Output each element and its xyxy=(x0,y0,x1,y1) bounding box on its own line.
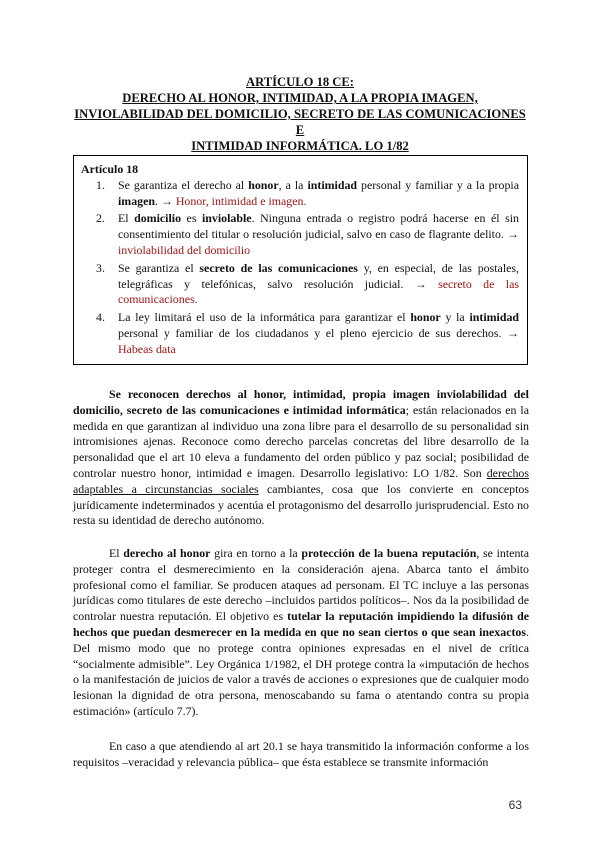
list-item xyxy=(81,178,519,210)
page-number: 63 xyxy=(508,798,522,812)
text: La ley limitará el uso de la informática para garantizar el xyxy=(118,310,411,325)
bold-text: honor xyxy=(410,310,441,325)
text: personal y familiar de los ciudadanos y el pleno ejercicio de sus derechos. → xyxy=(118,325,519,340)
text: ; están relacionados en la medida en que garantizan al individuo una zona libre para el desarrollo de su personalidad sin intromisiones ajenas. Reconoce como derecho parcelas concretas del libre desarrollo de la personalidad que el art 10 eleva a fundamento del orden público y paz social; posibilidad de controlar nuestro honor, intimidad e imagen. Desarrollo legislativo: LO 1/82. Son xyxy=(73,402,529,480)
title-line: INVIOLABILIDAD DEL DOMICILIO, SECRETO DE LAS COMUNICACIONES E xyxy=(74,107,526,137)
bold-text: secreto de las comunicaciones xyxy=(199,260,358,275)
item-number: 4. xyxy=(96,310,105,325)
bold-text: Se reconocen derechos al honor, intimidad, propia imagen inviolabilidad del domicilio, secreto de las comunicaciones e intimidad informática xyxy=(73,387,529,417)
title-line: INTIMIDAD INFORMÁTICA. LO 1/82 xyxy=(191,139,409,153)
list-item xyxy=(81,211,519,258)
bold-text: inviolable xyxy=(202,211,252,226)
item-number: 2. xyxy=(96,211,105,226)
annotation-note: Honor, intimidad e imagen. xyxy=(175,193,307,208)
text: , a la xyxy=(278,177,308,192)
article-box xyxy=(73,155,528,365)
bold-text: intimidad xyxy=(469,310,519,325)
item-number: 1. xyxy=(96,177,105,192)
text: . Ninguna entrada o registro podrá hacerse en él sin consentimiento del titular o resolución judicial, salvo en caso de flagrante delito. → xyxy=(118,211,519,242)
annotation-note: Habeas data xyxy=(118,341,176,356)
text: En caso a que atendiendo al art 20.1 se haya transmitido la información conforme a los requisitos –veracidad y relevancia pública– que ésta establece se transmite información xyxy=(73,739,529,769)
text: y la xyxy=(440,310,470,325)
bold-text: honor xyxy=(248,177,279,192)
text: . Del mismo modo que no protege contra opiniones expresadas en el nivel de crítica “socialmente admisible”. Ley Orgánica 1/1982, el DH protege contra la «imputación de hechos o la manifestación de juicios de valor a través de acciones o expresiones que de cualquier modo lesionan la dignidad de otra persona, menoscabando su fama o atentando contra su propia estimación» (artículo 7.7). xyxy=(73,624,529,718)
text: El xyxy=(109,546,124,560)
article-list xyxy=(81,178,519,358)
bold-text: intimidad xyxy=(307,177,357,192)
text: cambiantes, cosa que los convierte en conceptos jurídicamente indeterminados y acentúa el protagonismo del desarrollo jurisprudencial. Esto no resta su identidad de derecho autónomo. xyxy=(73,481,529,528)
paragraph-intro xyxy=(73,387,529,529)
bold-text: imagen xyxy=(118,193,155,208)
text: Se garantiza el xyxy=(118,260,200,275)
annotation-note: secreto de las comunicaciones. xyxy=(118,276,520,307)
text: El xyxy=(118,211,135,226)
paragraph-honor xyxy=(73,546,529,720)
bold-text: tutelar la reputación impidiendo la difusión de hechos que puedan desmerecer en la medida en que no sean ciertos o que sean inexactos xyxy=(73,609,529,639)
text: , se intenta proteger contra el desmerecimiento en la consideración ajena. Abarca tanto el ámbito profesional como el familiar. Se producen ataques ad personam. El TC incluye a las personas jurídicas como titulares de este derecho –incluidos partidos políticos–. Nos da la posibilidad de controlar nuestra reputación. El objetivo es xyxy=(73,546,529,624)
text: Se garantiza el derecho al xyxy=(118,177,249,192)
title-line: DERECHO AL HONOR, INTIMIDAD, A LA PROPIA IMAGEN, xyxy=(122,91,478,105)
page-title xyxy=(70,74,530,154)
list-item xyxy=(81,261,519,308)
text: . → xyxy=(155,193,176,208)
paragraph-info xyxy=(73,739,529,771)
bold-text: domicilio xyxy=(134,211,182,226)
article-heading: Artículo 18 xyxy=(81,162,139,176)
bold-text: derecho al honor xyxy=(123,546,211,560)
item-number: 3. xyxy=(96,260,105,275)
text: gira en torno a la xyxy=(210,546,302,560)
bold-text: protección de la buena reputación xyxy=(301,546,477,560)
text: y, en especial, de las postales, telegráficas y telefónicas, salvo resolución judicial. → xyxy=(118,260,519,291)
annotation-note: inviolabilidad del domicilio xyxy=(118,242,251,257)
text: personal y familiar y a la propia xyxy=(357,177,519,192)
underlined-text: derechos adaptables a circunstancias sociales xyxy=(73,465,529,496)
list-item xyxy=(81,310,519,357)
title-line: ARTÍCULO 18 CE: xyxy=(245,75,354,89)
text: es xyxy=(181,211,202,226)
